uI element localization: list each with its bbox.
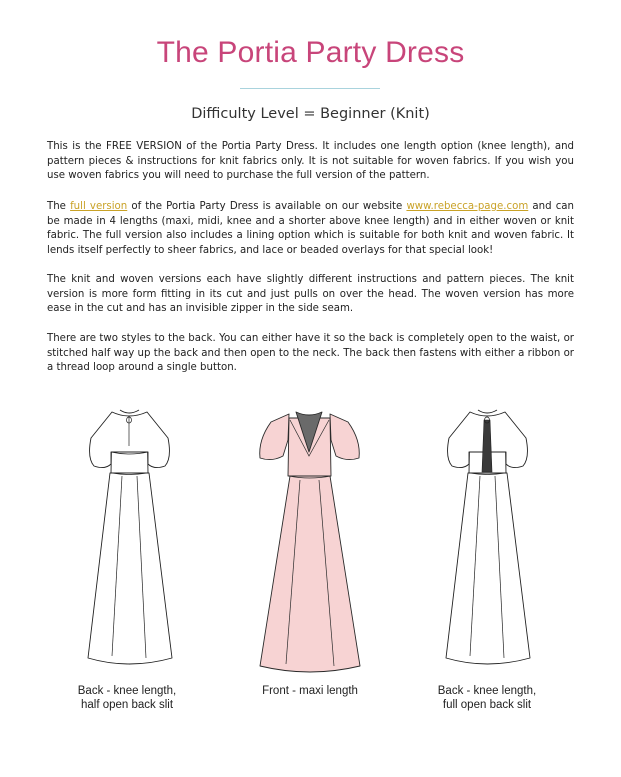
page-title: The Portia Party Dress bbox=[156, 36, 465, 69]
caption-line: Back - knee length, bbox=[437, 685, 537, 697]
paragraph-text: and can be made in 4 lengths (maxi, midi, knee and a shorter above knee length) and in either woven or knit fabric. The full version also includes a lining option which is suitable for both knit and woven fabric. It lends itself perfectly to sheer fabrics, and lace or beaded overlays for that special look! bbox=[47, 201, 574, 256]
versions-paragraph: The knit and woven versions each have slightly different instructions and pattern pieces. The knit version is more form fitting in its cut and just pulls on over the head. The woven version has more ease in the cut and has an invisible zipper in the side seam. bbox=[47, 274, 574, 315]
paragraph-text: The bbox=[47, 201, 71, 212]
full-version-link[interactable]: full version bbox=[70, 201, 128, 212]
caption-line: full open back slit bbox=[442, 699, 532, 711]
caption-line: Front - maxi length bbox=[262, 685, 358, 697]
caption-line: Back - knee length, bbox=[77, 685, 177, 697]
caption-line: half open back slit bbox=[80, 699, 174, 711]
paragraph-text: of the Portia Party Dress is available on our website bbox=[127, 201, 407, 212]
title-divider bbox=[240, 88, 380, 89]
caption-front-maxi bbox=[220, 684, 400, 698]
intro-paragraph: This is the FREE VERSION of the Portia Party Dress. It includes one length option (knee length), and pattern pieces & instructions for knit fabrics only. It is not suitable for woven fabrics. If you wish you use woven fabrics you will need to purchase the full version of the pattern. bbox=[47, 141, 574, 182]
dress-back-full-slit-illustration bbox=[440, 398, 535, 678]
full-version-paragraph bbox=[47, 200, 574, 258]
dress-front-maxi-illustration bbox=[252, 396, 367, 683]
dress-back-half-slit-illustration bbox=[82, 398, 177, 678]
website-link[interactable]: www.rebecca-page.com bbox=[406, 201, 529, 212]
caption-back-full-slit bbox=[397, 684, 577, 712]
caption-back-half-slit bbox=[37, 684, 217, 712]
difficulty-subtitle: Difficulty Level = Beginner (Knit) bbox=[191, 106, 430, 122]
back-styles-paragraph: There are two styles to the back. You can either have it so the back is completely open to the waist, or stitched half way up the back and then open to the neck. The back then fastens with either a ribbon or a thread loop around a single button. bbox=[47, 333, 574, 374]
